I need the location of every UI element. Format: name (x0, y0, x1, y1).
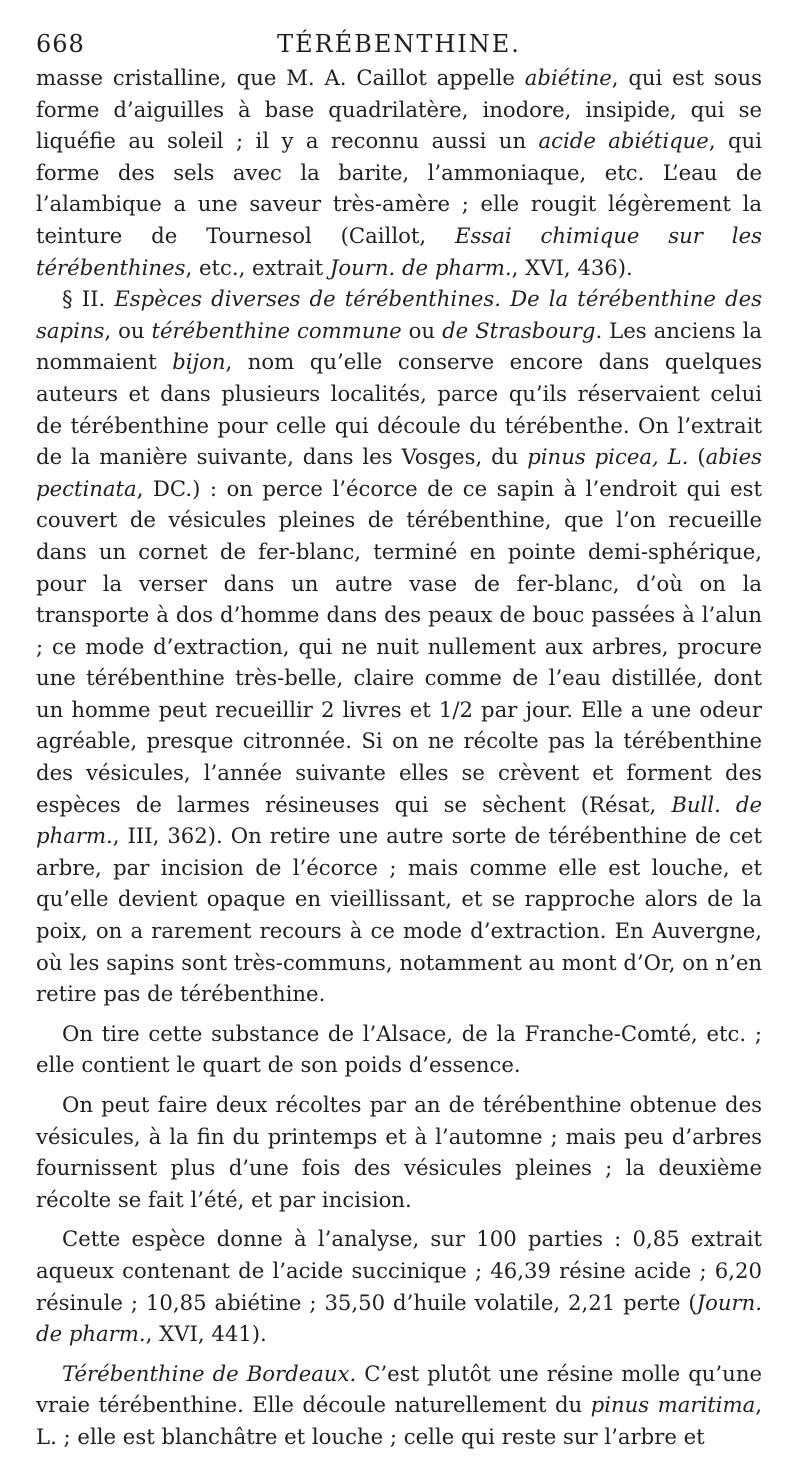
text-segment: C’est plutôt une résine molle qu’une vraie térébenthine. Elle découle naturellement du (36, 1360, 762, 1418)
italic-text: de Strasbourg (442, 317, 596, 343)
italic-text: abies pectinata (36, 444, 762, 501)
italic-text: pinus picea, L. (527, 444, 689, 470)
text-segment: , qui forme des sels avec la barite, l’ammoniaque, etc. L’eau de l’alambique a une saveur très-amère ; elle rougit légèrement la teinture de Tournesol ( (36, 128, 762, 248)
paragraph (36, 1018, 762, 1081)
page-number: 668 (36, 30, 85, 58)
text-segment: , L. ; elle est blanchâtre et louche ; celle qui reste sur l’arbre et (36, 1392, 762, 1449)
text-segment: On peut faire deux récoltes par an de térébenthine obtenue des vésicules, à la fin du printemps et à l’automne ; mais peu d’arbres fournissent plus d’une fois des vésicules pleines ; la deuxième récolte se fait l’été, et par incision. (36, 1092, 762, 1212)
text-segment: , (419, 222, 455, 248)
text-segment: § II. (62, 286, 115, 312)
text-segment: , nom qu’elle conserve encore dans quelques auteurs et dans plusieurs localités, parce qu’ils réservaient celui de térébenthine pour celle qui découle du térébenthe. On l’extrait de la manière suivante, dans les Vosges, du (36, 349, 762, 470)
text-segment: masse cristalline, que M. A. Caillot appelle (36, 65, 525, 90)
text-segment: . Les anciens la nommaient (36, 317, 763, 375)
text-segment: , qui est sous forme d’aiguilles à base quadrilatère, inodore, insipide, qui se liquéfie au soleil ; il y a reconnu aussi un (36, 65, 763, 154)
italic-text: pinus maritima (590, 1392, 756, 1418)
text-segment: , III, 362). On retire une autre sorte de térébenthine de cet arbre, par incision de l’écorce ; mais comme elle est louche, et qu’elle devient opaque en vieillissant, et se rapproche alors de la poix, on a rarement recours à ce mode d’extraction. En Auvergne, où les sapins sont très-communs, notamment au mont d’Or, on n’en retire pas de térébenthine. (36, 823, 762, 1007)
italic-text: Journ. de pharm. (329, 254, 512, 280)
italic-text: abiétine (524, 65, 612, 90)
italic-text: bijon (172, 349, 226, 375)
text-segment: On tire cette substance de l’Alsace, de la Franche-Comté, etc. ; elle contient le quart de son poids d’essence. (36, 1020, 762, 1078)
text-segment: ( (688, 444, 706, 470)
italic-text: térébenthine commune (151, 317, 402, 343)
paragraph (36, 1089, 762, 1215)
text-segment: , etc., extrait (185, 254, 330, 280)
italic-text: Térébenthine de Bordeaux. (62, 1360, 357, 1386)
text-segment: , XVI, 436). (511, 254, 633, 280)
paragraph (36, 283, 762, 1010)
paragraph (36, 62, 762, 283)
italic-text: Journ. de pharm. (36, 1289, 762, 1347)
page-header (36, 24, 762, 62)
text-segment: , DC.) : on perce l’écorce de ce sapin à l’endroit qui est couvert de vésicules pleines de térébenthine, que l’on recueille dans un cornet de fer-blanc, terminé en pointe demi-sphérique, pour la verser dans un autre vase de fer-blanc, d’où on la transporte à dos d’homme dans des peaux de bouc passées à l’alun ; ce mode d’extraction, qui ne nuit nullement aux arbres, procure une térébenthine très-belle, claire comme de l’eau distillée, dont un homme peut recueillir 2 livres et 1/2 par jour. Elle a une odeur agréable, presque citronnée. Si on ne récolte pas la térébenthine des vésicules, l’année suivante elles se crèvent et forment des espèces de larmes résineuses qui se sèchent (Résat, (36, 475, 762, 817)
running-head: TÉRÉBENTHINE. (277, 30, 521, 58)
text-segment: , ou (104, 317, 152, 343)
italic-text: acide abiétique (538, 128, 709, 154)
text-segment: , XVI, 441). (145, 1321, 267, 1347)
paragraph (36, 1358, 762, 1453)
paragraph (36, 1223, 762, 1349)
italic-text: Espèces diverses de térébenthines. De la térébenthine des sapins (36, 286, 762, 343)
italic-text: Essai chimique sur les térébenthines (36, 222, 762, 280)
text-segment: Caillot (348, 222, 420, 248)
italic-text: Bull. de pharm. (36, 791, 763, 849)
text-segment: Cette espèce donne à l’analyse, sur 100 parties : 0,85 extrait aqueux contenant de l’acide succinique ; 46,39 résine acide ; 6,20 résinule ; 10,85 abiétine ; 35,50 d’huile volatile, 2,21 perte ( (36, 1226, 762, 1315)
text-segment: ou (401, 317, 443, 343)
body-text (36, 62, 762, 1453)
